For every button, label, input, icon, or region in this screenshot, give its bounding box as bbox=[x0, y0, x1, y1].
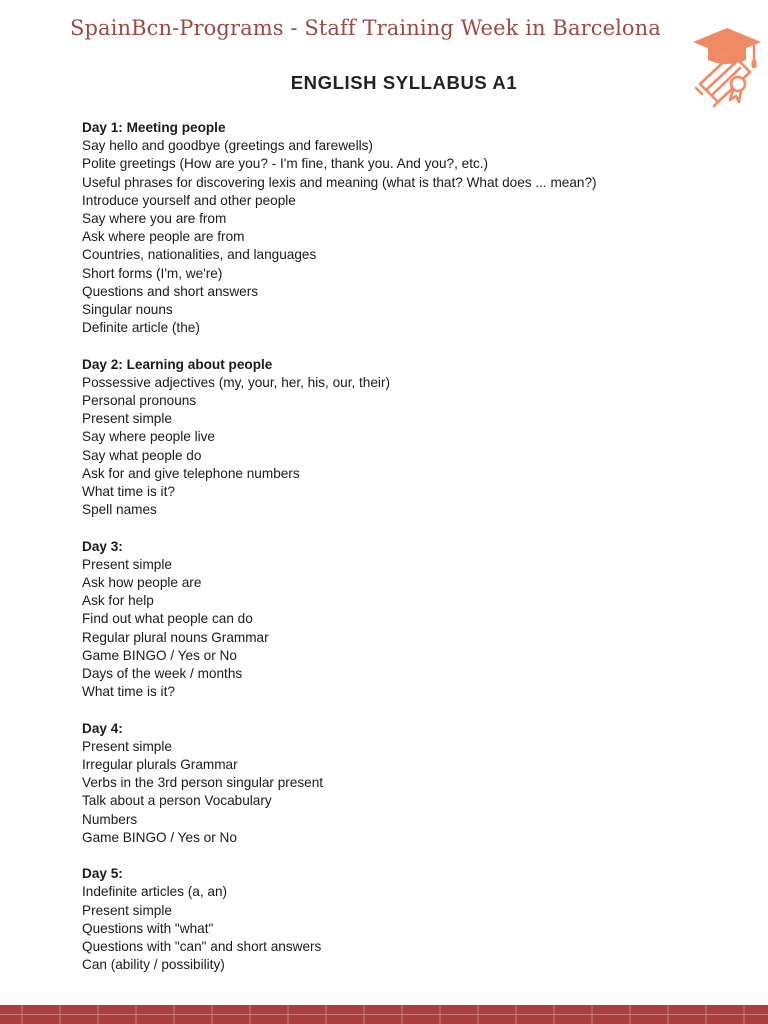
syllabus-item: Useful phrases for discovering lexis and meaning (what is that? What does ... mean?) bbox=[82, 174, 597, 190]
syllabus-item: Regular plural nouns Grammar bbox=[82, 629, 269, 645]
syllabus-item: Can (ability / possibility) bbox=[82, 957, 225, 973]
syllabus-item: Questions and short answers bbox=[82, 283, 259, 299]
syllabus-item: Verbs in the 3rd person singular present bbox=[82, 775, 324, 791]
syllabus-item: Present simple bbox=[82, 738, 172, 754]
syllabus-item: Personal pronouns bbox=[82, 393, 197, 409]
day-heading: Day 1: Meeting people bbox=[82, 120, 226, 135]
syllabus-item: Questions with "can" and short answers bbox=[82, 939, 322, 955]
syllabus-item: Definite article (the) bbox=[82, 320, 200, 336]
syllabus-content bbox=[82, 119, 722, 974]
day-section bbox=[82, 356, 722, 520]
syllabus-item: Game BINGO / Yes or No bbox=[82, 829, 237, 845]
syllabus-item: Singular nouns bbox=[82, 302, 173, 318]
syllabus-item: Say where people live bbox=[82, 429, 215, 445]
syllabus-item: Say where you are from bbox=[82, 211, 227, 227]
syllabus-item: Questions with "what" bbox=[82, 920, 214, 936]
syllabus-item: Polite greetings (How are you? - I'm fine, thank you. And you?, etc.) bbox=[82, 156, 489, 172]
document-title: ENGLISH SYLLABUS A1 bbox=[290, 72, 518, 93]
syllabus-item: Say what people do bbox=[82, 447, 202, 463]
syllabus-item: Numbers bbox=[82, 811, 138, 827]
syllabus-item: What time is it? bbox=[82, 684, 175, 700]
day-section bbox=[82, 865, 722, 974]
syllabus-item: Indefinite articles (a, an) bbox=[82, 884, 228, 900]
graduation-cap-diploma-icon bbox=[688, 22, 766, 112]
syllabus-item: Possessive adjectives (my, your, her, his, our, their) bbox=[82, 374, 390, 390]
syllabus-item: What time is it? bbox=[82, 484, 175, 500]
syllabus-item: Present simple bbox=[82, 556, 172, 572]
day-heading: Day 4: bbox=[82, 720, 123, 736]
syllabus-item: Say hello and goodbye (greetings and farewells) bbox=[82, 138, 373, 154]
day-heading: Day 2: Learning about people bbox=[82, 356, 273, 372]
day-section bbox=[82, 538, 722, 702]
syllabus-item: Present simple bbox=[82, 902, 172, 918]
syllabus-item: Ask how people are bbox=[82, 575, 202, 591]
syllabus-item: Days of the week / months bbox=[82, 666, 243, 682]
syllabus-item: Spell names bbox=[82, 502, 157, 518]
syllabus-item: Irregular plurals Grammar bbox=[82, 757, 238, 773]
syllabus-item: Ask where people are from bbox=[82, 229, 245, 245]
syllabus-item: Game BINGO / Yes or No bbox=[82, 647, 237, 663]
syllabus-item: Ask for and give telephone numbers bbox=[82, 465, 300, 481]
syllabus-item: Talk about a person Vocabulary bbox=[82, 793, 272, 809]
syllabus-item: Ask for help bbox=[82, 593, 154, 609]
header-title: SpainBcn-Programs - Staff Training Week in Barcelona bbox=[70, 16, 661, 40]
syllabus-item: Find out what people can do bbox=[82, 611, 253, 627]
day-heading: Day 5: bbox=[82, 866, 123, 882]
syllabus-item: Countries, nationalities, and languages bbox=[82, 247, 317, 263]
syllabus-item: Short forms (I'm, we're) bbox=[82, 265, 223, 281]
day-section bbox=[82, 720, 722, 847]
footer-decorative-band bbox=[0, 1005, 768, 1024]
syllabus-item: Introduce yourself and other people bbox=[82, 192, 296, 208]
day-heading: Day 3: bbox=[82, 538, 123, 554]
day-section bbox=[82, 119, 722, 337]
syllabus-item: Present simple bbox=[82, 411, 172, 427]
